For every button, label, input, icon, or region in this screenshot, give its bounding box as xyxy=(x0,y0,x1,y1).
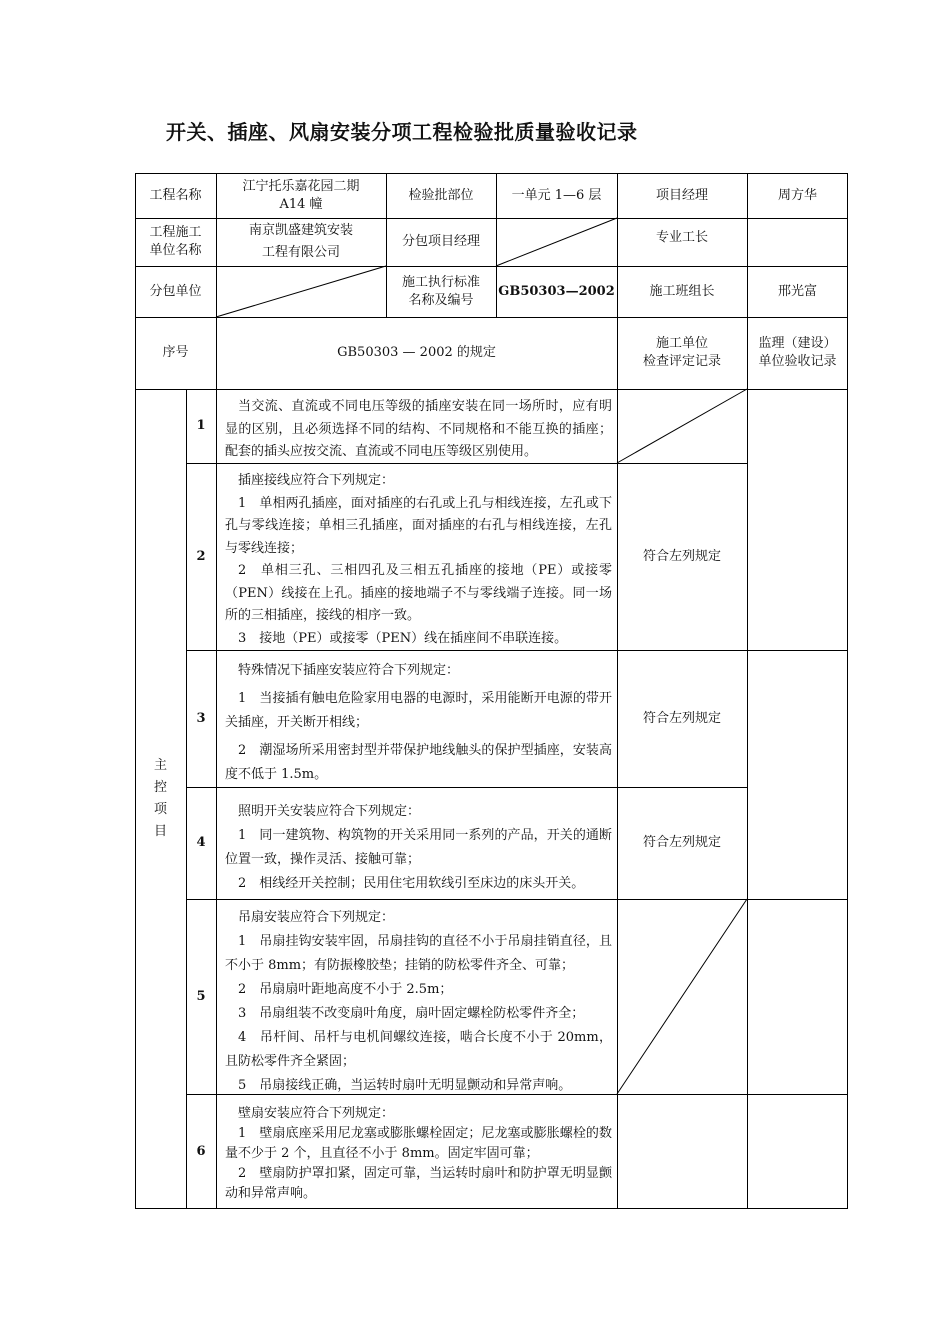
supervise-header xyxy=(747,317,848,389)
spec-line: 2 吊扇扇叶距地高度不小于 2.5m； xyxy=(238,982,453,997)
team-leader-value: 邢光富 xyxy=(777,283,817,299)
spec-line: 3 接地（PE）或接零（PEN）线在插座间不串联连接。 xyxy=(238,630,568,646)
item-number: 4 xyxy=(196,835,206,850)
project-name-value xyxy=(216,173,386,218)
standard-label xyxy=(386,266,496,317)
spec-line: 2 单相三孔、三相四孔及三相五孔插座的接地（PE）或接零（PEN）线接在上孔。插座的接地端子不与零线端子连接。同一场所的三相插座，接线的相序一致。 xyxy=(225,563,612,623)
batch-part-value: 一单元 1—6 层 xyxy=(511,187,602,203)
row-line xyxy=(186,899,848,900)
item-spec-text xyxy=(225,800,612,896)
sub-pm-label: 分包项目经理 xyxy=(401,234,480,249)
team-leader-label: 施工班组长 xyxy=(649,283,715,299)
item-number: 2 xyxy=(196,548,206,564)
spec-line: 1 单相两孔插座，面对插座的右孔或上孔与相线连接，左孔或下孔与零线连接；单相三孔插座，面对插座的右孔与相线连接，左孔与零线连接； xyxy=(225,495,612,556)
check-header xyxy=(617,317,747,389)
group-label-char: 项 xyxy=(153,802,167,817)
pm-label: 项目经理 xyxy=(655,187,708,203)
sub-unit-label: 分包单位 xyxy=(149,283,202,299)
check-record: 符合左列规定 xyxy=(642,835,721,850)
standard-label-line: 名称及编号 xyxy=(408,292,474,308)
check-header-line: 检查评定记录 xyxy=(642,354,721,369)
empty-cell-slash xyxy=(617,389,747,463)
project-name-line: 江宁托乐嘉花园二期 xyxy=(242,178,360,194)
spec-line: 当交流、直流或不同电压等级的插座安装在同一场所时，应有明显的区别，且必须选择不同的结构、不同规格和不能互换的插座；配套的插头应按交流、直流或不同电压等级区别使用。 xyxy=(225,399,612,459)
item-number: 6 xyxy=(196,1143,206,1159)
spec-line: 1 当接插有触电危险家用电器的电源时，采用能断开电源的带开关插座，开关断开相线； xyxy=(225,691,612,730)
group-label-char: 目 xyxy=(153,824,167,839)
spec-line: 2 相线经开关控制；民用住宅用软线引至床边的床头开关。 xyxy=(238,876,585,891)
project-name-label: 工程名称 xyxy=(149,187,202,203)
spec-header: GB50303 — 2002 的规定 xyxy=(337,345,496,360)
group-label-char: 主 xyxy=(153,758,167,773)
contractor-label-line: 工程施工 xyxy=(149,225,202,240)
seq-header: 序号 xyxy=(162,345,189,360)
empty-cell-slash xyxy=(617,899,747,1094)
item-spec-text xyxy=(225,906,612,1098)
spec-line: 1 同一建筑物、构筑物的开关采用同一系列的产品，开关的通断位置一致，操作灵活、接触可靠； xyxy=(225,828,612,867)
page-title: 开关、插座、风扇安装分项工程检验批质量验收记录 xyxy=(166,120,638,144)
spec-line: 2 潮湿场所采用密封型并带保护地线触头的保护型插座，安装高度不低于 1.5m。 xyxy=(225,743,612,782)
spec-line: 2 壁扇防护罩扣紧，固定可靠，当运转时扇叶和防护罩无明显颤动和异常声响。 xyxy=(225,1166,612,1201)
row-line xyxy=(186,650,848,651)
spec-line: 4 吊杆间、吊杆与电机间螺纹连接，啮合长度不小于 20mm，且防松零件齐全紧固； xyxy=(225,1030,612,1069)
supervise-header-line: 单位验收记录 xyxy=(758,354,837,369)
main-control-group-label xyxy=(135,389,186,1209)
item-spec-text xyxy=(225,1104,612,1204)
group-label-char: 控 xyxy=(153,780,167,795)
project-name-line: A14 幢 xyxy=(279,196,323,212)
spec-line: 3 吊扇组装不改变扇叶角度，扇叶固定螺栓防松零件齐全； xyxy=(238,1006,585,1021)
spec-line: 5 吊扇接线正确，当运转时扇叶无明显颤动和异常声响。 xyxy=(238,1078,572,1093)
item-spec-text xyxy=(225,659,612,787)
item-spec-text xyxy=(225,396,612,464)
spec-line: 照明开关安装应符合下列规定： xyxy=(238,804,421,819)
spec-line: 1 吊扇挂钩安装牢固，吊扇挂钩的直径不小于吊扇挂销直径，且不小于 8mm；有防振橡胶垫；挂销的防松零件齐全、可靠； xyxy=(225,934,612,973)
contractor-value xyxy=(216,218,386,266)
supervise-header-line: 监理（建设） xyxy=(758,336,837,351)
check-header-line: 施工单位 xyxy=(655,336,708,351)
pm-value: 周方华 xyxy=(777,187,817,203)
contractor-value-line: 工程有限公司 xyxy=(261,245,340,260)
spec-line: 1 壁扇底座采用尼龙塞或膨胀螺栓固定；尼龙塞或膨胀螺栓的数量不少于 2 个，且直径不小于 8mm。固定牢固可靠； xyxy=(225,1126,612,1161)
foreman-label: 专业工长 xyxy=(655,230,708,245)
item-number: 5 xyxy=(196,988,206,1004)
batch-part-label: 检验批部位 xyxy=(408,187,474,203)
empty-cell-slash xyxy=(496,218,617,266)
item-number: 3 xyxy=(196,710,206,726)
standard-value: GB50303—2002 xyxy=(498,283,615,299)
check-record: 符合左列规定 xyxy=(642,710,721,726)
spec-line: 插座接线应符合下列规定： xyxy=(238,473,395,488)
contractor-label-line: 单位名称 xyxy=(149,243,202,258)
spec-line: 特殊情况下插座安装应符合下列规定： xyxy=(238,663,460,678)
contractor-label xyxy=(135,218,216,266)
contractor-value-line: 南京凯盛建筑安装 xyxy=(248,223,353,238)
standard-label-line: 施工执行标准 xyxy=(401,274,480,290)
spec-line: 吊扇安装应符合下列规定： xyxy=(238,910,395,925)
empty-cell-slash xyxy=(216,266,386,317)
spec-line: 壁扇安装应符合下列规定： xyxy=(238,1106,395,1121)
item-number: 1 xyxy=(196,418,206,433)
item-spec-text xyxy=(225,470,612,650)
check-record: 符合左列规定 xyxy=(642,548,721,564)
